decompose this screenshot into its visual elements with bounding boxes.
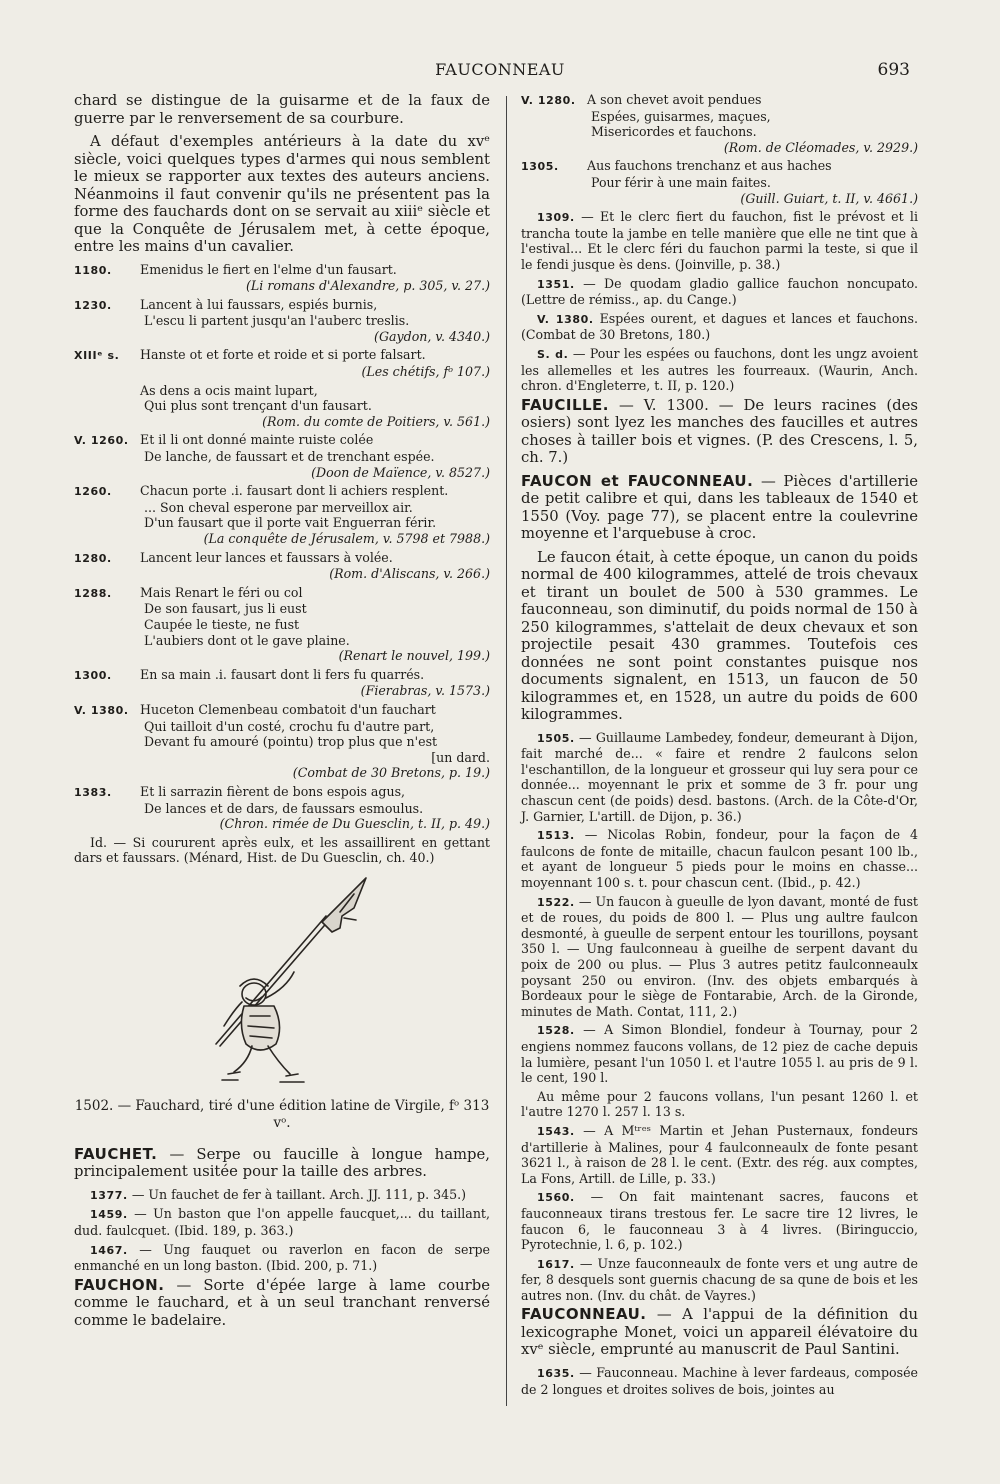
citation — [521, 1123, 918, 1186]
citation-date: 1617. — [537, 1257, 575, 1271]
verse-line: Espées, guisarmes, maçues, — [591, 108, 771, 124]
quote-date: 1383. — [74, 785, 112, 799]
verse-text: Chacun porte .i. fausart dont li achiers resplent. — [140, 483, 449, 499]
quote-source: (Rom. d'Aliscans, v. 266.) — [329, 566, 490, 582]
verse-line — [74, 297, 490, 314]
citation-text: — De quodam gladio gallice fauchon noncupato. (Lettre de rémiss., ap. du Cange.) — [521, 275, 918, 308]
citation-text: — Ung fauquet ou raverlon en facon de serpe enmanché en un long baston. (Ibid. 200, p. 71.) — [74, 1241, 490, 1274]
verse-line: Pour férir à une main faites. — [591, 174, 771, 190]
quote-source: (Doon de Maïence, v. 8527.) — [311, 464, 490, 480]
citation-text: — Pour les espées ou fauchons, dont les ungz avoient les allemelles et les autres les fourreaux. (Waurin, Anch. chron. d'Engleterre, t. II, p. 120.) — [521, 345, 918, 394]
citation-text: Espées ourent, et dagues et lances et fauchons. (Combat de 30 Bretons, 180.) — [521, 310, 918, 343]
quote-date: 1280. — [74, 551, 112, 565]
verse-text: Emenidus le fiert en l'elme d'un fausart. — [140, 261, 397, 277]
verse-text: Aus fauchons trenchanz et aus haches — [587, 158, 832, 174]
verse-line: ... Son cheval esperone par merveillox air. — [144, 499, 413, 515]
running-title: FAUCONNEAU — [435, 60, 565, 79]
faucon-paragraph-2: Le faucon était, à cette époque, un canon du poids normal de 400 kilogrammes, attelé de trois chevaux et tirant un boulet de 500 à 530 grammes. Le fauconneau, son diminutif, du poids normal de 150 à 250 kilogrammes, s'attelait de deux chevaux et son projectile pesait 430 grammes. Toutefois ces données ne sont point constantes puisque nos documents signalent, en 1513, un faucon de 50 kilogrammes et, en 1528, un autre du poids de 600 kilogrammes. — [521, 548, 918, 724]
figure-fauchard — [74, 876, 490, 1094]
citation — [521, 209, 918, 272]
quote-date: V. 1260. — [74, 434, 129, 448]
verse-quote — [74, 585, 490, 664]
citation — [521, 730, 918, 825]
verse-line: Caupée le tieste, ne fust — [144, 616, 300, 632]
citation-text: — Un fauchet de fer à taillant. Arch. JJ. 111, p. 345.) — [131, 1186, 467, 1202]
verse-text: Lancent à lui faussars, espiés burnis, — [140, 296, 378, 312]
faucon-entry — [521, 473, 918, 543]
citation-date: 1513. — [537, 829, 575, 843]
quote-source: (Li romans d'Alexandre, p. 305, v. 27.) — [246, 278, 490, 294]
citation-date: 1560. — [537, 1191, 575, 1205]
quote-source: (Gaydon, v. 4340.) — [374, 328, 490, 344]
verse-line — [74, 262, 490, 279]
headword-fauchet: FAUCHET. — [74, 1144, 158, 1163]
headword-fauchon: FAUCHON. — [74, 1275, 165, 1294]
citation — [521, 1022, 918, 1085]
citation-text: — On fait maintenant sacres, faucons et fauconneaux tirans trestous fer. Le sacre tire 12 livres, le faucon 6, le fauconneau 3 à 4 livres. (Biringuccio, Pyrotechnie, l. 6, p. 102.) — [521, 1189, 918, 1253]
quote-date: 1230. — [74, 298, 112, 312]
verse-line — [74, 784, 490, 801]
citation-text: — Et le clerc fiert du fauchon, fist le prévost et li trancha toute la jambe en telle manière que elle ne tint que à l'estival... Et le clerc féri du fauchon parmi la teste, si que il le fendi jusque ès dens. (Joinville, p. 38.) — [521, 209, 918, 272]
verse-text: Huceton Clemenbeau combatoit d'un fauchart — [140, 701, 436, 717]
figure-caption: 1502. — Fauchard, tiré d'une édition latine de Virgile, fᵒ 313 vᵒ. — [74, 1097, 490, 1131]
verse-line — [74, 483, 490, 500]
verse-quote — [74, 483, 490, 546]
verse-quote — [521, 92, 918, 155]
verse-text: Mais Renart le féri ou col — [140, 584, 303, 600]
citation-date: 1505. — [537, 731, 575, 745]
headword-fauconneau: FAUCONNEAU. — [521, 1305, 647, 1324]
verse-line: De son fausart, jus li eust — [144, 601, 307, 617]
verse-text: A son chevet avoit pendues — [587, 92, 762, 107]
verse-quote — [74, 432, 490, 480]
verse-line — [521, 92, 918, 109]
verse-line — [74, 667, 490, 684]
citation-date: 1377. — [90, 1188, 128, 1202]
citation — [521, 1256, 918, 1304]
left-quotes — [74, 262, 490, 832]
verse-text: Et li sarrazin fièrent de bons espois agus, — [140, 783, 406, 799]
fauchon-entry — [74, 1277, 490, 1330]
right-quotes — [521, 92, 918, 206]
verse-line: [un dard. — [431, 749, 490, 765]
fauchet-definition: — Serpe ou faucille à longue hampe, principalement usitée pour la taille des arbres. — [74, 1145, 490, 1181]
quote-date: 1288. — [74, 586, 112, 600]
faucon-citations-2 — [521, 1123, 918, 1304]
quote-source: (Guill. Guiart, t. II, v. 4661.) — [740, 190, 918, 206]
intro-paragraph-2: A défaut d'exemples antérieurs à la date du xvᵉ siècle, voici quelques types d'armes qui nous semblent le mieux se rapporter aux textes des auteurs anciens. Néanmoins il faut convenir qu'ils ne présentent pas la forme des fauchards dont on se servait au xiiiᵉ siècle et que la Conquête de Jérusalem met, à cette époque, entre les mains d'un cavalier. — [74, 133, 490, 255]
quote-date: 1305. — [521, 160, 559, 174]
running-header — [0, 60, 1000, 84]
verse-text: Et il li ont donné mainte ruiste colée — [140, 432, 374, 448]
citation-date: 1459. — [90, 1208, 128, 1222]
verse-line: Qui tailloit d'un costé, crochu fu d'autre part, — [144, 718, 435, 734]
citation-date: 1309. — [537, 211, 575, 225]
verse-line: L'escu li partent jusqu'an l'auberc treslis. — [144, 313, 410, 329]
id-paragraph: Id. — Si coururent après eulx, et les assaillirent en gettant dars et faussars. (Ménard, Hist. de Du Guesclin, ch. 40.) — [74, 834, 490, 866]
citation — [521, 276, 918, 308]
intro-paragraph-1: chard se distingue de la guisarme et de la faux de guerre par le renversement de sa courbure. — [74, 92, 490, 127]
fauconneau-definition: — A l'appui de la définition du lexicographe Monet, voici un appareil élévatoire du xvᵉ siècle, emprunté au manuscrit de Paul Santini. — [521, 1306, 918, 1359]
quote-date: XIIIᵉ s. — [74, 349, 120, 363]
citation — [74, 1187, 490, 1204]
quote-source: (Fierabras, v. 1573.) — [360, 683, 490, 699]
citation-text: — Unze fauconneaulx de fonte vers et ung autre de fer, 8 desquels sont guernis chacung de sa qune de bois et les autres non. (Inv. du chât. de Vayres.) — [521, 1255, 918, 1303]
quote-source: (Rom. de Cléomades, v. 2929.) — [723, 139, 918, 155]
citation-1635 — [521, 1365, 918, 1397]
quote-source: (Les chétifs, fᵒ 107.) — [361, 364, 490, 380]
verse-line: Misericordes et fauchons. — [591, 124, 757, 140]
quote-source: (La conquête de Jérusalem, v. 5798 et 7988.) — [203, 531, 490, 546]
citation-date: V. 1380. — [537, 312, 594, 326]
citation-date: 1351. — [537, 277, 575, 291]
citation-date: 1528. — [537, 1024, 575, 1038]
verse-quote — [74, 702, 490, 781]
citation-text: — Guillaume Lambedey, fondeur, demeurant à Dijon, fait marché de... « faire et rendre 2 faulcons selon l'eschantillon, de la longueur et grosseur qui luy sera pour ce donnée... moyennant le prix et somme de 3 fr. pour ung chascun cent (de poids) desd. bastons. (Arch. de la Côte-d'Or, J. Garnier, L'artill. de Dijon, p. 36.) — [521, 729, 918, 824]
verse-line — [74, 432, 490, 449]
verse-line — [74, 550, 490, 567]
citation-date: S. d. — [537, 347, 569, 361]
citation-text: — Nicolas Robin, fondeur, pour la façon de 4 faulcons de fonte de mitaille, chacun faulcon pesant 100 lb., et ayant de longueur 5 pieds pour le moins en chasse... moyennant 100 s. t. pour chascun cent. (Ibid., p. 42.) — [521, 827, 918, 891]
verse-quote — [74, 383, 490, 430]
fauchon-citations — [521, 209, 918, 394]
quote-date: 1260. — [74, 485, 112, 499]
citation — [521, 827, 918, 890]
citation-text: — A Mᵗʳᵉˢ Martin et Jehan Pusternaux, fondeurs d'artillerie à Malines, pour 4 faulconneaulx de fonte pesant 3621 l., à raison de 28 l. le cent. (Extr. des rég. aux comptes, La Fons, Artill. de Lille, p. 33.) — [521, 1122, 919, 1186]
fauchet-citations — [74, 1187, 490, 1274]
verse-quote — [74, 347, 490, 379]
citation — [521, 894, 918, 1020]
page-number: 693 — [877, 60, 910, 80]
citation-date: 1467. — [90, 1243, 128, 1257]
verse-quote — [74, 262, 490, 294]
verse-line: Devant fu amouré (pointu) trop plus que n'est — [144, 734, 438, 750]
verse-line: De lances et de dars, de faussars esmoulus. — [144, 800, 424, 816]
quote-date: V. 1280. — [521, 94, 576, 107]
citation-date: 1635. — [537, 1366, 575, 1380]
verse-line — [74, 585, 490, 602]
fauchet-entry — [74, 1146, 490, 1181]
verse-quote — [74, 550, 490, 582]
verse-quote — [74, 784, 490, 832]
column-divider — [506, 96, 507, 1406]
verse-text: En sa main .i. fausart dont li fers fu quarrés. — [140, 666, 425, 682]
quote-source: (Renart le nouvel, 199.) — [338, 648, 490, 664]
fauconneau-entry — [521, 1306, 918, 1359]
quote-date: V. 1380. — [74, 703, 129, 717]
headword-faucon: FAUCON et FAUCONNEAU. — [521, 471, 754, 490]
citation-text: — Fauconneau. Machine à lever fardeaus, composée de 2 longues et droites solives de bois, jointes au — [521, 1364, 918, 1397]
quote-date: 1180. — [74, 263, 112, 277]
faucon-definition: — Pièces d'artillerie de petit calibre et qui, dans les tableaux de 1540 et 1550 (Voy. page 77), se placent entre la coulevrine moyenne et l'arquebuse à croc. — [521, 472, 918, 543]
citation-date: 1522. — [537, 895, 575, 909]
citation-text: — Un baston que l'on appelle faucquet,... du taillant, dud. faulcquet. (Ibid. 189, p. 363.) — [74, 1206, 490, 1239]
verse-text: Lancent leur lances et faussars à volée. — [140, 549, 393, 565]
quote-source: (Combat de 30 Bretons, p. 19.) — [292, 765, 490, 781]
verse-line: L'aubiers dont ot le gave plaine. — [144, 632, 350, 648]
verse-line: De lanche, de faussart et de trenchant espée. — [144, 449, 435, 465]
quote-date: 1300. — [74, 668, 112, 682]
citation — [74, 1206, 490, 1238]
citation-text: — Un faucon à gueulle de lyon davant, monté de fust et de roues, du poids de 800 l. — Plus ung aultre faulcon desmonté, à gueulle de serpent entour les tourillons, poysant 350 l. — Ung faulconneau à gueilhe de serpent davant du poix de 200 ou plus. — Plus 3 autres petitz faulconneaulx poysant 250 ou environ. (Inv. des objets embarqués à Bordeaux pour le siège de Fontarabie, Arch. de la Gironde, minutes de Math. Contat, 111, 2.) — [521, 893, 918, 1019]
faucille-text: — V. 1300. — De leurs racines (des osiers) sont lyez les manches des faucilles et autres choses à tailler bois et vignes. (P. des Crescens, l. 5, ch. 7.) — [521, 396, 918, 467]
left-column — [74, 92, 490, 1335]
citation-date: 1543. — [537, 1124, 575, 1138]
verse-quote — [74, 667, 490, 699]
verse-quote — [74, 297, 490, 345]
verse-quote — [521, 158, 918, 206]
fauchon-definition: — Sorte d'épée large à lame courbe comme le fauchard, et à un seul tranchant renversé comme le badelaire. — [74, 1276, 490, 1329]
citation-text: — A Simon Blondiel, fondeur à Tournay, pour 2 engiens nommez faucons vollans, de 12 piez de cache depuis la lumière, pesant l'un 1050 l. et l'autre 1055 l. au pris de 9 l. le cent, 190 l. — [521, 1022, 918, 1086]
citation — [521, 346, 918, 394]
verse-text: Hanste ot et forte et roide et si porte falsart. — [140, 347, 426, 363]
citation — [521, 1189, 918, 1252]
verse-line — [74, 702, 490, 719]
headword-faucille: FAUCILLE. — [521, 395, 610, 414]
citation-1528-continued: Au même pour 2 faucons vollans, l'un pesant 1260 l. et l'autre 1270 l. 257 l. 13 s. — [521, 1088, 918, 1120]
faucille-entry — [521, 397, 918, 467]
verse-line: D'un fausart que il porte vait Enguerran férir. — [144, 515, 437, 531]
verse-line — [74, 383, 490, 399]
quote-source: (Chron. rimée de Du Guesclin, t. II, p. 49.) — [219, 816, 490, 832]
verse-line — [521, 158, 918, 175]
fauchard-illustration — [194, 876, 374, 1091]
faucon-citations — [521, 730, 918, 1086]
right-column — [521, 92, 918, 1400]
verse-line — [74, 347, 490, 364]
citation — [521, 311, 918, 343]
verse-text: As dens a ocis maint lupart, — [140, 382, 318, 398]
citation — [74, 1242, 490, 1274]
verse-line: Qui plus sont trençant d'un fausart. — [144, 398, 372, 414]
quote-source: (Rom. du comte de Poitiers, v. 561.) — [262, 413, 490, 429]
